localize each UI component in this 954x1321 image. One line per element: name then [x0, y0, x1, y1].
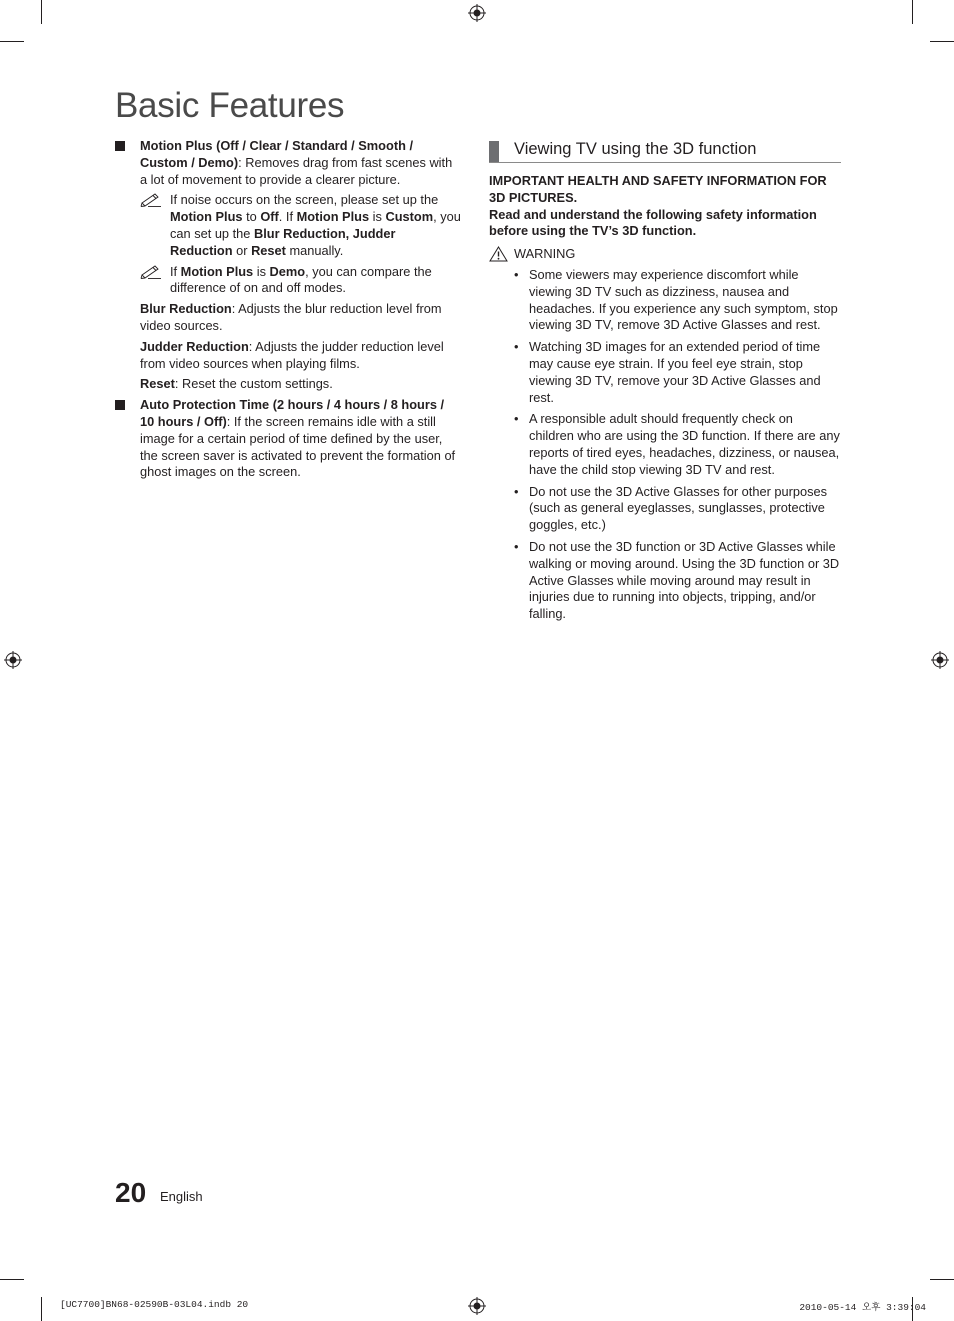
section-title: Viewing TV using the 3D function: [514, 140, 757, 158]
warning-bullet: • Some viewers may experience discomfort while viewing 3D TV such as dizziness, nausea and headaches. If you experience any such symptom, stop viewing 3D TV, remove 3D Active Glasses and rest.: [514, 266, 838, 333]
bullet-dot: •: [514, 538, 519, 554]
section-bar: [489, 141, 499, 162]
crop-mark: [41, 0, 42, 24]
pencil-note-icon: [140, 191, 162, 207]
registration-mark-icon: [468, 1297, 486, 1315]
square-bullet-icon: [115, 141, 125, 151]
right-column: [489, 138, 841, 628]
bullet-dot: •: [514, 411, 519, 427]
section-header: [489, 138, 841, 163]
note: If Motion Plus is Demo, you can compare the difference of on and off modes.: [140, 264, 461, 298]
read-instruction: Read and understand the following safety information before using the TV’s 3D function.: [489, 206, 817, 239]
item-desc: : Removes drag from fast scenes with a lot of movement to provide a clearer picture.: [140, 154, 453, 187]
crop-mark: [912, 0, 913, 24]
pencil-note-icon: [140, 263, 162, 279]
item-name: Auto Protection Time (2 hours / 4 hours / 8 hours / 10 hours / Off): [140, 397, 445, 429]
sub-setting-reset: Reset: Reset the custom settings.: [140, 376, 333, 392]
page-title: Basic Features: [115, 86, 345, 125]
square-bullet-icon: [115, 400, 125, 410]
warning-bullet: • A responsible adult should frequently check on children who are using the 3D function. If there are any reports of tired eyes, headaches, dizziness, or nausea, have the child stop viewing 3D TV and rest.: [514, 411, 840, 477]
item-desc: : If the screen remains idle with a still image for a certain period of time defined by the user, the screen saver is activated to prevent the formation of ghost images on the screen.: [140, 413, 456, 480]
warning-heading: [489, 246, 841, 263]
crop-mark: [930, 41, 954, 42]
left-column: [115, 138, 461, 485]
menu-item-motion-plus: [115, 138, 461, 393]
bullet-dot: •: [514, 266, 519, 282]
crop-mark: [0, 41, 24, 42]
warning-bullet: • Do not use the 3D Active Glasses for other purposes (such as general eyeglasses, sunglasses, protective goggles, etc.): [514, 483, 828, 533]
warning-bullet: • Watching 3D images for an extended period of time may cause eye strain. If you feel eye strain, stop viewing 3D TV, remove your 3D Active Glasses and rest.: [514, 339, 821, 405]
warning-label: WARNING: [514, 246, 576, 262]
menu-item-auto-protection-time: [115, 397, 461, 481]
sub-setting-blur-reduction: Blur Reduction: Adjusts the blur reduction level from video sources.: [140, 301, 442, 333]
crop-mark: [0, 1279, 24, 1280]
crop-mark: [930, 1279, 954, 1280]
bullet-dot: •: [514, 339, 519, 355]
registration-mark-icon: [4, 651, 22, 669]
note: If noise occurs on the screen, please set up the Motion Plus to Off. If Motion Plus is Custom, you can set up the Blur Reduction, Judder Reduction or Reset manually.: [140, 192, 461, 259]
crop-mark: [41, 1297, 42, 1321]
print-slug-file: [UC7700]BN68-02590B-03L04.indb 20: [60, 1299, 249, 1310]
warning-bullet: • Do not use the 3D function or 3D Active Glasses while walking or moving around. Using the 3D function or 3D Active Glasses while moving around may result in injuries due to running into objects, tripping, and/or falling.: [514, 538, 840, 622]
sub-setting-judder-reduction: Judder Reduction: Adjusts the judder reduction level from video sources when playing films.: [140, 338, 444, 371]
bullet-dot: •: [514, 483, 519, 499]
registration-mark-icon: [931, 651, 949, 669]
page-language: English: [160, 1189, 203, 1204]
important-heading: IMPORTANT HEALTH AND SAFETY INFORMATION FOR 3D PICTURES.: [489, 173, 827, 205]
print-slug-timestamp: 2010-05-14 오후 3:39:04: [799, 1302, 926, 1313]
registration-mark-icon: [468, 4, 486, 22]
page-number: 20: [115, 1177, 147, 1208]
item-name: Motion Plus (Off / Clear / Standard / Smooth / Custom / Demo): [140, 138, 414, 170]
warning-triangle-icon: [489, 246, 508, 262]
